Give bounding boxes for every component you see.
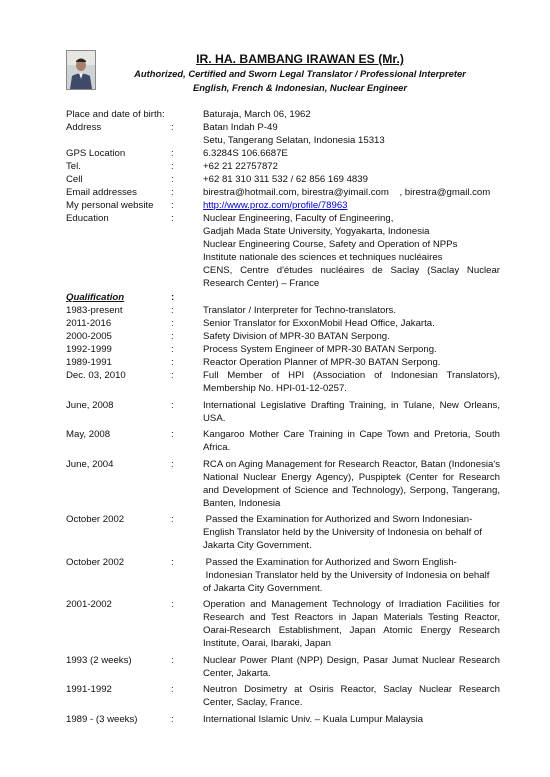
colon: : bbox=[171, 122, 174, 133]
gps-label: GPS Location bbox=[66, 148, 126, 159]
address-line: Batan Indah P-49 bbox=[203, 122, 278, 133]
qualification-date: 2001-2002 bbox=[66, 599, 112, 610]
profile-photo bbox=[66, 50, 96, 90]
education-row bbox=[66, 212, 500, 290]
qualification-text-line: Jakarta City Government. bbox=[203, 540, 312, 551]
colon: : bbox=[171, 399, 174, 411]
qualification-text: Senior Translator for ExxonMobil Head Office, Jakarta. bbox=[203, 318, 435, 329]
gps-value: 6.3284S 106.6687E bbox=[203, 148, 288, 159]
qualification-date: June, 2004 bbox=[66, 458, 114, 470]
profession-line: Authorized, Certified and Sworn Legal Translator / Professional Interpreter bbox=[134, 68, 466, 79]
colon: : bbox=[171, 370, 174, 381]
cv-header bbox=[100, 52, 500, 95]
qualification-item bbox=[66, 513, 500, 552]
colon: : bbox=[171, 654, 174, 666]
qualification-date: 1983-present bbox=[66, 305, 123, 316]
person-name: IR. HA. BAMBANG IRAWAN ES (Mr.) bbox=[196, 52, 404, 66]
qualification-text: International Legislative Drafting Training, in Tulane, New Orleans, USA. bbox=[203, 399, 500, 424]
qualification-item bbox=[66, 598, 500, 650]
qualification-text-line: Passed the Examination for Authorized and Sworn English- bbox=[203, 556, 457, 568]
tel-label: Tel. bbox=[66, 161, 81, 172]
colon: : bbox=[171, 684, 174, 695]
qualification-text-line: Indonesian Translator held by the University of Indonesia on behalf bbox=[203, 569, 490, 581]
qualification-text: Full Member of HPI (Association of Indonesian Translators), Membership No. HPI-01-12-0257. bbox=[203, 370, 500, 394]
website-label: My personal website bbox=[66, 200, 154, 211]
birth-label: Place and date of birth: bbox=[66, 109, 165, 120]
qualification-item bbox=[66, 713, 500, 726]
qualification-text: Nuclear Power Plant (NPP) Design, Pasar Jumat Nuclear Research Center, Jakarta. bbox=[203, 654, 500, 679]
qualification-text: Reactor Operation Planner of MPR-30 BATAN Serpong. bbox=[203, 357, 441, 368]
qualification-item bbox=[66, 304, 500, 317]
qualification-date: 1989-1991 bbox=[66, 357, 112, 368]
qualification-date: Dec. 03, 2010 bbox=[66, 370, 126, 381]
colon: : bbox=[171, 148, 174, 159]
birth-value: Baturaja, March 06, 1962 bbox=[203, 109, 311, 120]
qualification-text: Operation and Management Technology of Irradiation Facilities for Research and Test Reactors in Japan Materials Testing Reactor, Oarai-Research Establishment, Japan Atomic Energy Research Institute, Oarai, Ibaraki, Japan bbox=[203, 599, 500, 649]
gps-row bbox=[66, 147, 500, 160]
website-link[interactable]: http://www.proz.com/profile/78963 bbox=[203, 200, 348, 211]
qualification-item bbox=[66, 556, 500, 595]
email-label: Email addresses bbox=[66, 187, 137, 198]
education-line: Institute nationale des sciences et techniques nucléaires bbox=[203, 252, 443, 263]
colon: : bbox=[171, 514, 174, 525]
colon: : bbox=[171, 344, 174, 355]
cv-body bbox=[66, 108, 500, 729]
email-value[interactable]: birestra@hotmail.com, birestra@yimail.com , birestra@gmail.com bbox=[203, 187, 491, 198]
colon: : bbox=[171, 161, 174, 172]
qualification-text: International Islamic Univ. – Kuala Lumpur Malaysia bbox=[203, 713, 424, 725]
qualification-date: 1992-1999 bbox=[66, 344, 112, 355]
colon: : bbox=[171, 429, 174, 440]
qualification-date: 1993 (2 weeks) bbox=[66, 654, 132, 666]
education-line: Nuclear Engineering Course, Safety and Operation of NPPs bbox=[203, 239, 458, 250]
qualification-item bbox=[66, 343, 500, 356]
colon: : bbox=[171, 318, 174, 329]
qualification-item bbox=[66, 458, 500, 510]
qualification-text: Process System Engineer of MPR-30 BATAN Serpong. bbox=[203, 344, 437, 355]
colon: : bbox=[171, 213, 174, 224]
qualification-date: 1991-1992 bbox=[66, 684, 112, 695]
education-label: Education bbox=[66, 213, 109, 224]
education-line: Gadjah Mada State University, Yogyakarta, Indonesia bbox=[203, 226, 430, 237]
qualification-heading-row bbox=[66, 291, 500, 304]
qualification-heading: Qualification bbox=[66, 292, 125, 303]
colon: : bbox=[171, 556, 174, 568]
colon: : bbox=[171, 200, 174, 211]
colon: : bbox=[171, 187, 174, 198]
qualification-date: 2000-2005 bbox=[66, 331, 112, 342]
colon: : bbox=[171, 331, 174, 342]
colon: : bbox=[171, 357, 174, 368]
qualification-item bbox=[66, 330, 500, 343]
website-row bbox=[66, 199, 500, 212]
colon: : bbox=[171, 174, 174, 185]
address-line: Setu, Tangerang Selatan, Indonesia 15313 bbox=[203, 135, 385, 146]
qualification-text: Kangaroo Mother Care Training in Cape Town and Pretoria, South Africa. bbox=[203, 429, 500, 453]
address-row bbox=[66, 121, 500, 147]
qualification-text: Translator / Interpreter for Techno-translators. bbox=[203, 305, 397, 316]
email-row bbox=[66, 186, 500, 199]
qualification-date: May, 2008 bbox=[66, 429, 111, 440]
qualification-item bbox=[66, 356, 500, 369]
qualification-date: October 2002 bbox=[66, 514, 125, 525]
colon bbox=[171, 108, 203, 121]
colon: : bbox=[171, 599, 174, 610]
qualification-date: 1989 - (3 weeks) bbox=[66, 713, 138, 725]
qualification-item bbox=[66, 428, 500, 454]
colon: : bbox=[171, 305, 174, 316]
cell-label: Cell bbox=[66, 174, 83, 185]
qualification-date: October 2002 bbox=[66, 556, 125, 568]
qualification-item bbox=[66, 317, 500, 330]
qualification-text-line: of Jakarta City Government. bbox=[203, 582, 323, 594]
qualification-item bbox=[66, 399, 500, 425]
tel-row bbox=[66, 160, 500, 173]
specialty-line: English, French & Indonesian, Nuclear Engineer bbox=[192, 82, 408, 93]
colon: : bbox=[171, 458, 174, 470]
colon: : bbox=[171, 713, 174, 725]
qualification-date: 2011-2016 bbox=[66, 318, 112, 329]
qualification-text-line: Passed the Examination for Authorized and Sworn Indonesian- bbox=[203, 514, 473, 525]
cell-row bbox=[66, 173, 500, 186]
cell-value: +62 81 310 311 532 / 62 856 169 4839 bbox=[203, 174, 368, 185]
tel-value: +62 21 22757872 bbox=[203, 161, 278, 172]
qualification-item bbox=[66, 654, 500, 680]
qualification-text: RCA on Aging Management for Research Reactor, Batan (Indonesia's National Nuclear Energy Agency), Puspiptek (Center for Research and Development of Science and Technology), Serpong, Tangerang, Banten, Indonesia bbox=[203, 458, 500, 509]
address-label: Address bbox=[66, 122, 102, 133]
qualification-text: Neutron Dosimetry at Osiris Reactor, Saclay Nuclear Research Center, Saclay, France. bbox=[203, 684, 500, 708]
qualification-date: June, 2008 bbox=[66, 399, 114, 411]
education-line: CENS, Centre d'études nucléaires de Saclay (Saclay Nuclear Research Center) – France bbox=[203, 265, 500, 289]
qualification-list bbox=[66, 304, 500, 726]
qualification-item bbox=[66, 369, 500, 395]
qualification-text-line: English Translator held by the University of Indonesia on behalf of bbox=[203, 527, 482, 538]
birth-row bbox=[66, 108, 500, 121]
colon: : bbox=[171, 292, 175, 303]
qualification-text: Safety Division of MPR-30 BATAN Serpong. bbox=[203, 331, 390, 342]
qualification-item bbox=[66, 683, 500, 709]
education-line: Nuclear Engineering, Faculty of Engineering, bbox=[203, 213, 394, 224]
